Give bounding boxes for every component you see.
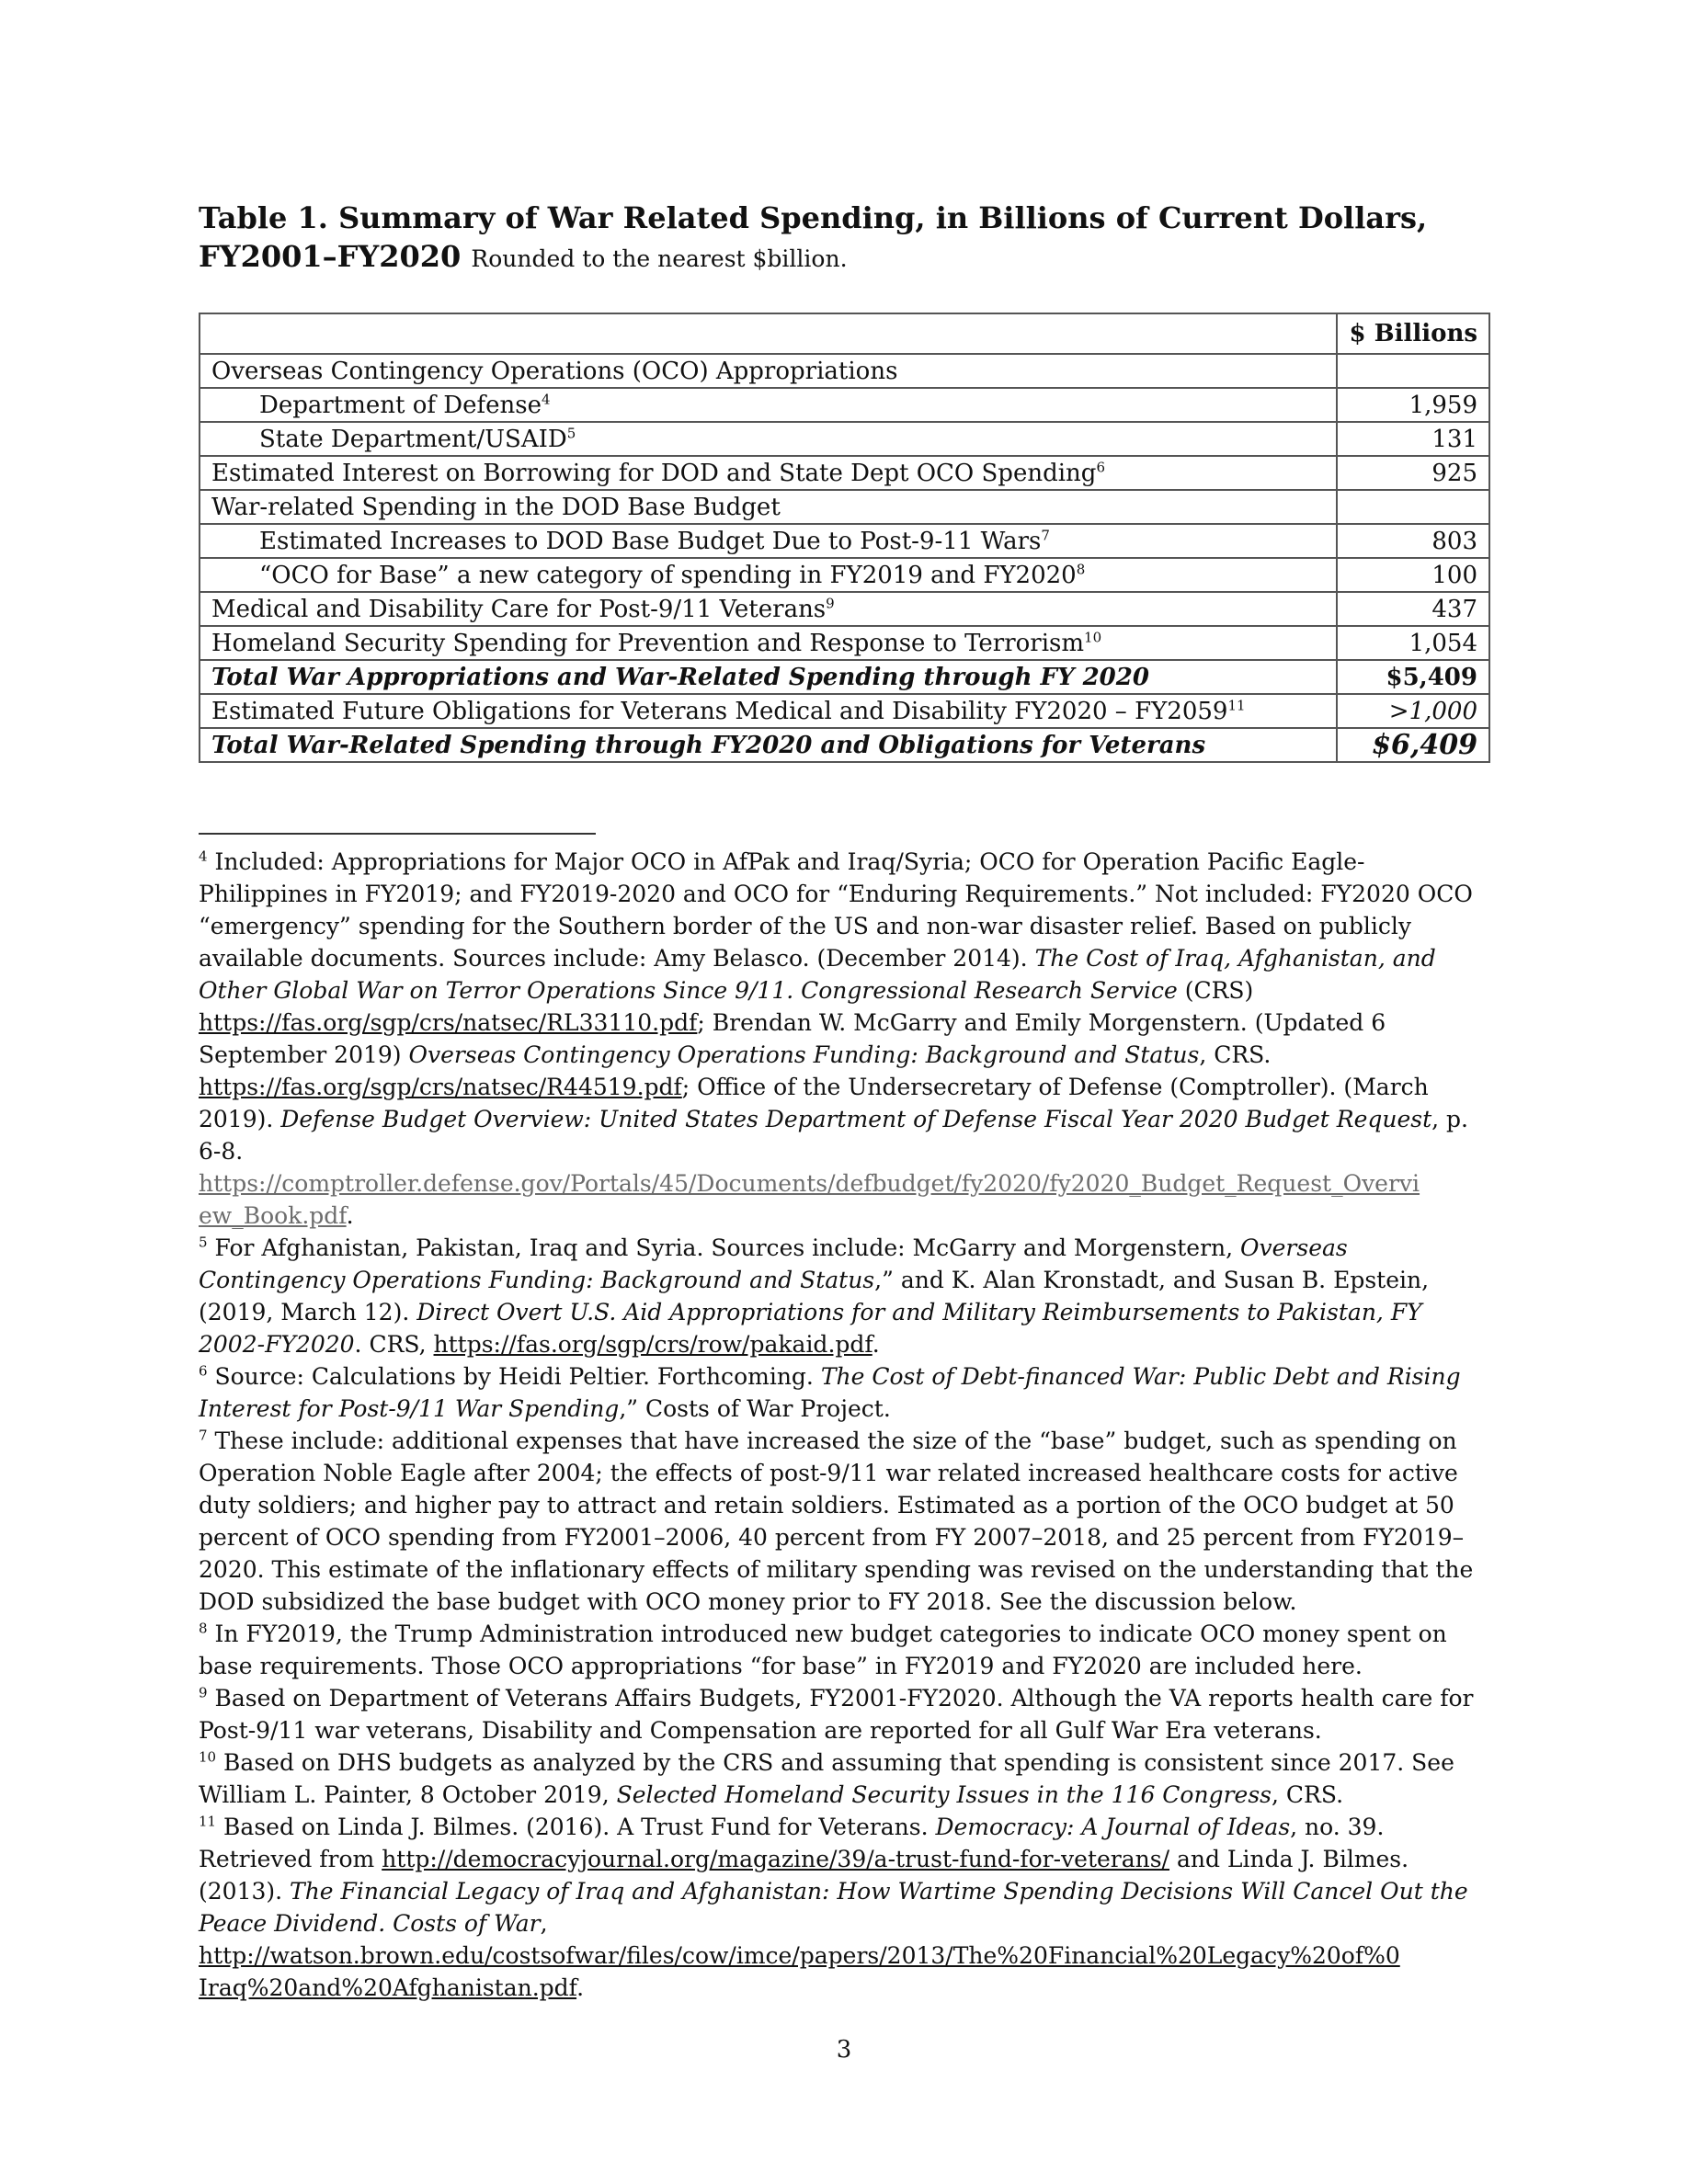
footnote-8: $^8$ In FY2019, the Trump Administration introduced new budget categories to indicate OCO money spent on base requirements. Those OCO appropriations “for base” in FY2019 and FY2020 are included here. <box>199 1620 1447 1679</box>
table-row <box>200 456 1489 490</box>
footnote-link[interactable]: https://fas.org/sgp/crs/natsec/RL33110.pdf <box>199 1009 698 1036</box>
footnote-ref[interactable]: 6 <box>1096 458 1105 475</box>
row-label: Overseas Contingency Operations (OCO) Appropriations <box>200 354 1337 388</box>
footnote-7: $^7$ These include: additional expenses that have increased the size of the “base” budget, such as spending on Operation Noble Eagle after 2004; the effects of post-9/11 war related increased healthcare costs for active duty soldiers; and higher pay to attract and retain soldiers. Estimated as a portion of the OCO budget at 50 percent of OCO spending from FY2001–2006, 40 percent from FY 2007–2018, and 25 percent from FY2019–2020. This estimate of the inflationary effects of military spending was revised on the understanding that the DOD subsidized the base budget with OCO money prior to FY 2018. See the discussion below. <box>199 1427 1474 1615</box>
footnotes <box>199 846 1490 2004</box>
total-row <box>200 660 1489 694</box>
table-header-row <box>200 313 1489 354</box>
table-row <box>200 388 1489 422</box>
table-row <box>200 490 1489 524</box>
footnote-ref[interactable]: 10 <box>1084 628 1102 645</box>
table-row <box>200 694 1489 728</box>
row-value: 1,054 <box>1337 626 1489 660</box>
row-value: 100 <box>1337 558 1489 592</box>
footnote-ref[interactable]: 7 <box>1041 526 1050 543</box>
footnote-ref[interactable]: 8 <box>1076 560 1086 577</box>
total-label: Total War Appropriations and War-Related Spending through FY 2020 <box>200 660 1337 694</box>
row-label: Estimated Interest on Borrowing for DOD and State Dept OCO Spending$^6$ <box>200 456 1337 490</box>
row-label: “OCO for Base” a new category of spending in FY2019 and FY2020$^8$ <box>200 558 1337 592</box>
row-label: Medical and Disability Care for Post-9/11 Veterans$^9$ <box>200 592 1337 626</box>
row-label: Estimated Future Obligations for Veterans Medical and Disability FY2020 – FY2059$^{11}$ <box>200 694 1337 728</box>
footnote-6: $^6$ Source: Calculations by Heidi Peltier. Forthcoming. The Cost of Debt-financed War: Public Debt and Rising Interest for Post-9/11 War Spending,” Costs of War Project. <box>199 1362 1461 1422</box>
footnote-ref[interactable]: 11 <box>1227 696 1246 713</box>
table-row <box>200 524 1489 558</box>
table-row <box>200 558 1489 592</box>
footnote-9: $^9$ Based on Department of Veterans Affairs Budgets, FY2001-FY2020. Although the VA reports health care for Post-9/11 war veterans, Disability and Compensation are reported for all Gulf War Era veterans. <box>199 1684 1474 1744</box>
spending-summary-table <box>199 313 1490 763</box>
footnote-link[interactable]: Iraq%20and%20Afghanistan.pdf <box>199 1974 577 2001</box>
footnote-ref[interactable]: 4 <box>542 390 551 407</box>
footnote-11: $^{11}$ Based on Linda J. Bilmes. (2016). A Trust Fund for Veterans. Democracy: A Journal of Ideas, no. 39. Retrieved from http://democracyjournal.org/magazine/39/a-trust-fund-for-veterans/ and Linda J. Bilmes. (2013). The Financial Legacy of Iraq and Afghanistan: How Wartime Spending Decisions Will Cancel Out the Peace Dividend. Costs of War, http://watson.brown.edu/costsofwar/files/cow/imce/papers/2013/The%20Financial%20Legacy%20of%0 Iraq%20and%20Afghanistan.pdf. <box>199 1813 1468 2001</box>
row-value <box>1337 354 1489 388</box>
row-value: >1,000 <box>1337 694 1489 728</box>
footnote-ref[interactable]: 9 <box>826 594 835 611</box>
row-value: 803 <box>1337 524 1489 558</box>
table-title-main: Table 1. Summary of War Related Spending, in Billions of Current Dollars, FY2001–FY2020 <box>199 200 1428 274</box>
total-value: $5,409 <box>1337 660 1489 694</box>
row-label: Estimated Increases to DOD Base Budget Due to Post-9-11 Wars$^7$ <box>200 524 1337 558</box>
row-value: 1,959 <box>1337 388 1489 422</box>
footnote-ref[interactable]: 5 <box>566 424 576 441</box>
header-blank-cell <box>200 313 1337 354</box>
row-label: War-related Spending in the DOD Base Budget <box>200 490 1337 524</box>
table-title-note: Rounded to the nearest $billion. <box>471 245 848 272</box>
row-value <box>1337 490 1489 524</box>
column-header-billions: $ Billions <box>1337 313 1489 354</box>
table-title <box>199 199 1490 279</box>
footnote-10: $^{10}$ Based on DHS budgets as analyzed by the CRS and assuming that spending is consistent since 2017. See William L. Painter, 8 October 2019, Selected Homeland Security Issues in the 116 Congress, CRS. <box>199 1748 1454 1808</box>
row-value: 925 <box>1337 456 1489 490</box>
page-number: 3 <box>836 2036 852 2064</box>
footnote-link[interactable]: ew_Book.pdf <box>199 1202 347 1229</box>
table-row <box>200 592 1489 626</box>
row-value: 437 <box>1337 592 1489 626</box>
footnote-4: $^4$ Included: Appropriations for Major OCO in AfPak and Iraq/Syria; OCO for Operation Pacific Eagle-Philippines in FY2019; and FY2019-2020 and OCO for “Enduring Requirements.” Not included: FY2020 OCO “emergency” spending for the Southern border of the US and non-war disaster relief. Based on publicly available documents. Sources include: Amy Belasco. (December 2014). The Cost of Iraq, Afghanistan, and Other Global War on Terror Operations Since 9/11. Congressional Research Service (CRS) https://fas.org/sgp/crs/natsec/RL33110.pdf; Brendan W. McGarry and Emily Morgenstern. (Updated 6 September 2019) Overseas Contingency Operations Funding: Background and Status, CRS. https://fas.org/sgp/crs/natsec/R44519.pdf; Office of the Undersecretary of Defense (Comptroller). (March 2019). Defense Budget Overview: United States Department of Defense Fiscal Year 2020 Budget Request, p. 6-8. https://comptroller.defense.gov/Portals/45/Documents/defbudget/fy2020/fy2020_Budget_Request_Overvi ew_Book.pdf. <box>199 847 1473 1229</box>
row-value: 131 <box>1337 422 1489 456</box>
footnote-separator <box>199 833 596 835</box>
grand-total-value: $6,409 <box>1337 728 1489 762</box>
table-row <box>200 354 1489 388</box>
footnote-link[interactable]: https://fas.org/sgp/crs/row/pakaid.pdf <box>433 1331 873 1358</box>
document-page <box>199 199 1490 2001</box>
grand-total-label: Total War-Related Spending through FY2020 and Obligations for Veterans <box>200 728 1337 762</box>
footnote-5: $^5$ For Afghanistan, Pakistan, Iraq and Syria. Sources include: McGarry and Morgenstern, Overseas Contingency Operations Funding: Background and Status,” and K. Alan Kronstadt, and Susan B. Epstein, (2019, March 12). Direct Overt U.S. Aid Appropriations for and Military Reimbursements to Pakistan, FY 2002-FY2020. CRS, https://fas.org/sgp/crs/row/pakaid.pdf. <box>199 1234 1430 1358</box>
table-row <box>200 422 1489 456</box>
row-label: Department of Defense$^4$ <box>200 388 1337 422</box>
row-label: Homeland Security Spending for Prevention and Response to Terrorism$^{10}$ <box>200 626 1337 660</box>
row-label: State Department/USAID$^5$ <box>200 422 1337 456</box>
footnote-link[interactable]: http://watson.brown.edu/costsofwar/files/cow/imce/papers/2013/The%20Financial%20Legacy%20of%0 <box>199 1942 1400 1969</box>
table-row <box>200 626 1489 660</box>
grand-total-row <box>200 728 1489 762</box>
footnote-link[interactable]: https://comptroller.defense.gov/Portals/45/Documents/defbudget/fy2020/fy2020_Budget_Request_Overvi <box>199 1170 1420 1197</box>
footnote-link[interactable]: https://fas.org/sgp/crs/natsec/R44519.pdf <box>199 1074 682 1100</box>
footnote-link[interactable]: http://democracyjournal.org/magazine/39/a-trust-fund-for-veterans/ <box>382 1846 1170 1872</box>
